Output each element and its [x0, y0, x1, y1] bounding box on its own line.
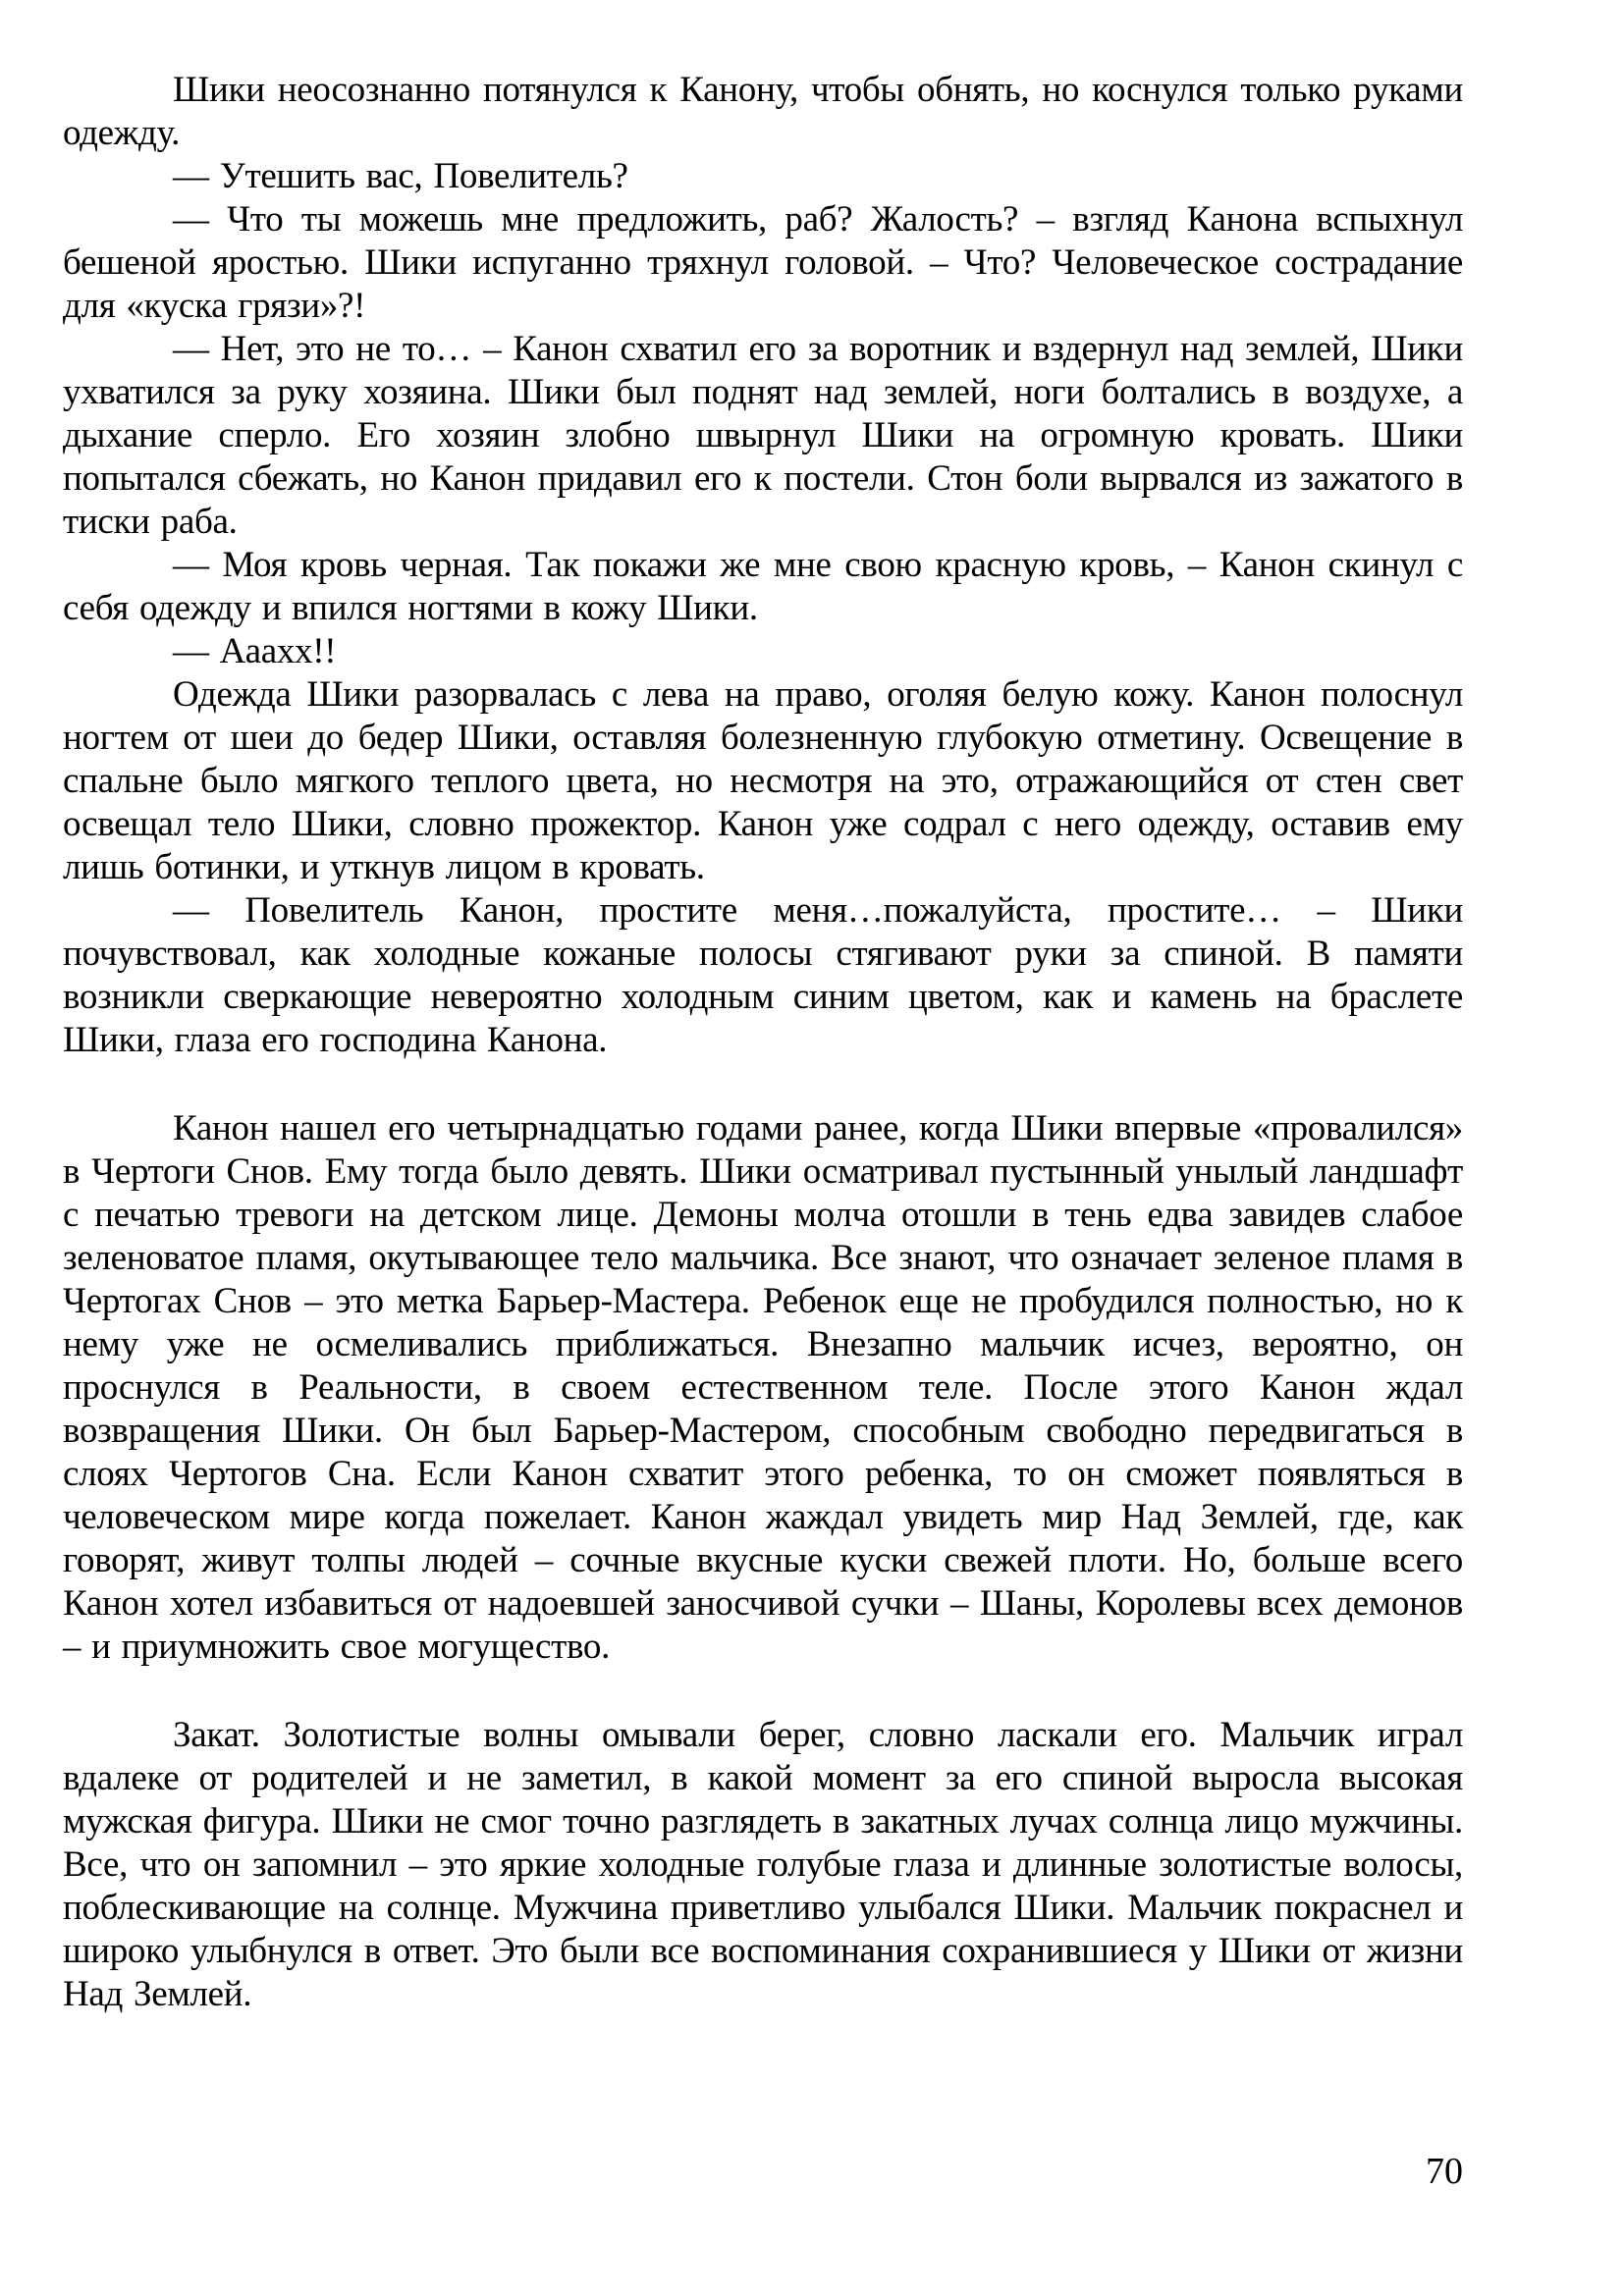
dialogue-paragraph: — Утешить вас, Повелитель? — [173, 156, 628, 196]
page-number: 70 — [1426, 2151, 1463, 2192]
narration-paragraph: Канон нашел его четырнадцатью годами ранее, когда Шики впервые «провалился» в Чертоги Снов. Ему тогда было девять. Шики осматривал пустынный унылый ландшафт с печатью тревоги на детском лице. Демоны молча отошли в тень едва завидев слабое зеленоватое пламя, окутывающее тело мальчика. Все знают, что означает зеленое пламя в Чертогах Снов – это метка Барьер-Мастера. Ребенок еще не пробудился полностью, но к нему уже не осмеливались приближаться. Внезапно мальчик исчез, вероятно, он проснулся в Реальности, в своем естественном теле. После этого Канон ждал возвращения Шики. Он был Барьер-Мастером, способным свободно передвигаться в слоях Чертогов Сна. Если Канон схватит этого ребенка, то он сможет появляться в человеческом мире когда пожелает. Канон жаждал увидеть мир Над Землей, где, как говорят, живут толпы людей – сочные вкусные куски свежей плоти. Но, больше всего Канон хотел избавиться от надоевшей заносчивой сучки – Шаны, Королевы всех демонов – и приумножить свое могущество. — [63, 1108, 1463, 1667]
dialogue-paragraph: — Нет, это не то… – Канон схватил его за воротник и вздернул над землей, Шики ухватился за руку хозяина. Шики был поднят над землей, ноги болтались в воздухе, а дыхание сперло. Его хозяин злобно швырнул Шики на огромную кровать. Шики попытался сбежать, но Канон придавил его к постели. Стон боли вырвался из зажатого в тиски раба. — [63, 329, 1463, 542]
narration-paragraph: Одежда Шики разорвалась с лева на право, оголяя белую кожу. Канон полоснул ногтем от шеи до бедер Шики, оставляя болезненную глубокую отметину. Освещение в спальне было мягкого теплого цвета, но несмотря на это, отражающийся от стен свет освещал тело Шики, словно прожектор. Канон уже содрал с него одежду, оставив ему лишь ботинки, и уткнув лицом в кровать. — [63, 674, 1463, 887]
dialogue-paragraph: — Что ты можешь мне предложить, раб? Жалость? – взгляд Канона вспыхнул бешеной яростью. Шики испуганно тряхнул головой. – Что? Человеческое сострадание для «куска грязи»?! — [63, 199, 1463, 326]
narration-paragraph: Закат. Золотистые волны омывали берег, словно ласкали его. Мальчик играл вдалеке от родителей и не заметил, в какой момент за его спиной выросла высокая мужская фигура. Шики не смог точно разглядеть в закатных лучах солнца лицо мужчины. Все, что он запомнил – это яркие холодные голубые глаза и длинные золотистые волосы, поблескивающие на солнце. Мужчина приветливо улыбался Шики. Мальчик покраснел и широко улыбнулся в ответ. Это были все воспоминания сохранившиеся у Шики от жизни Над Землей. — [63, 1715, 1463, 2014]
page-text-block — [63, 69, 1463, 2016]
dialogue-paragraph: — Ааахх!! — [173, 631, 337, 671]
dialogue-paragraph: — Моя кровь черная. Так покажи же мне свою красную кровь, – Канон скинул с себя одежду и впился ногтями в кожу Шики. — [63, 545, 1463, 628]
narration-paragraph: Шики неосознанно потянулся к Канону, чтобы обнять, но коснулся только руками одежду. — [63, 70, 1463, 153]
dialogue-paragraph: — Повелитель Канон, простите меня…пожалуйста, простите… – Шики почувствовал, как холодные кожаные полосы стягивают руки за спиной. В памяти возникли сверкающие невероятно холодным синим цветом, как и камень на браслете Шики, глаза его господина Канона. — [63, 890, 1463, 1060]
